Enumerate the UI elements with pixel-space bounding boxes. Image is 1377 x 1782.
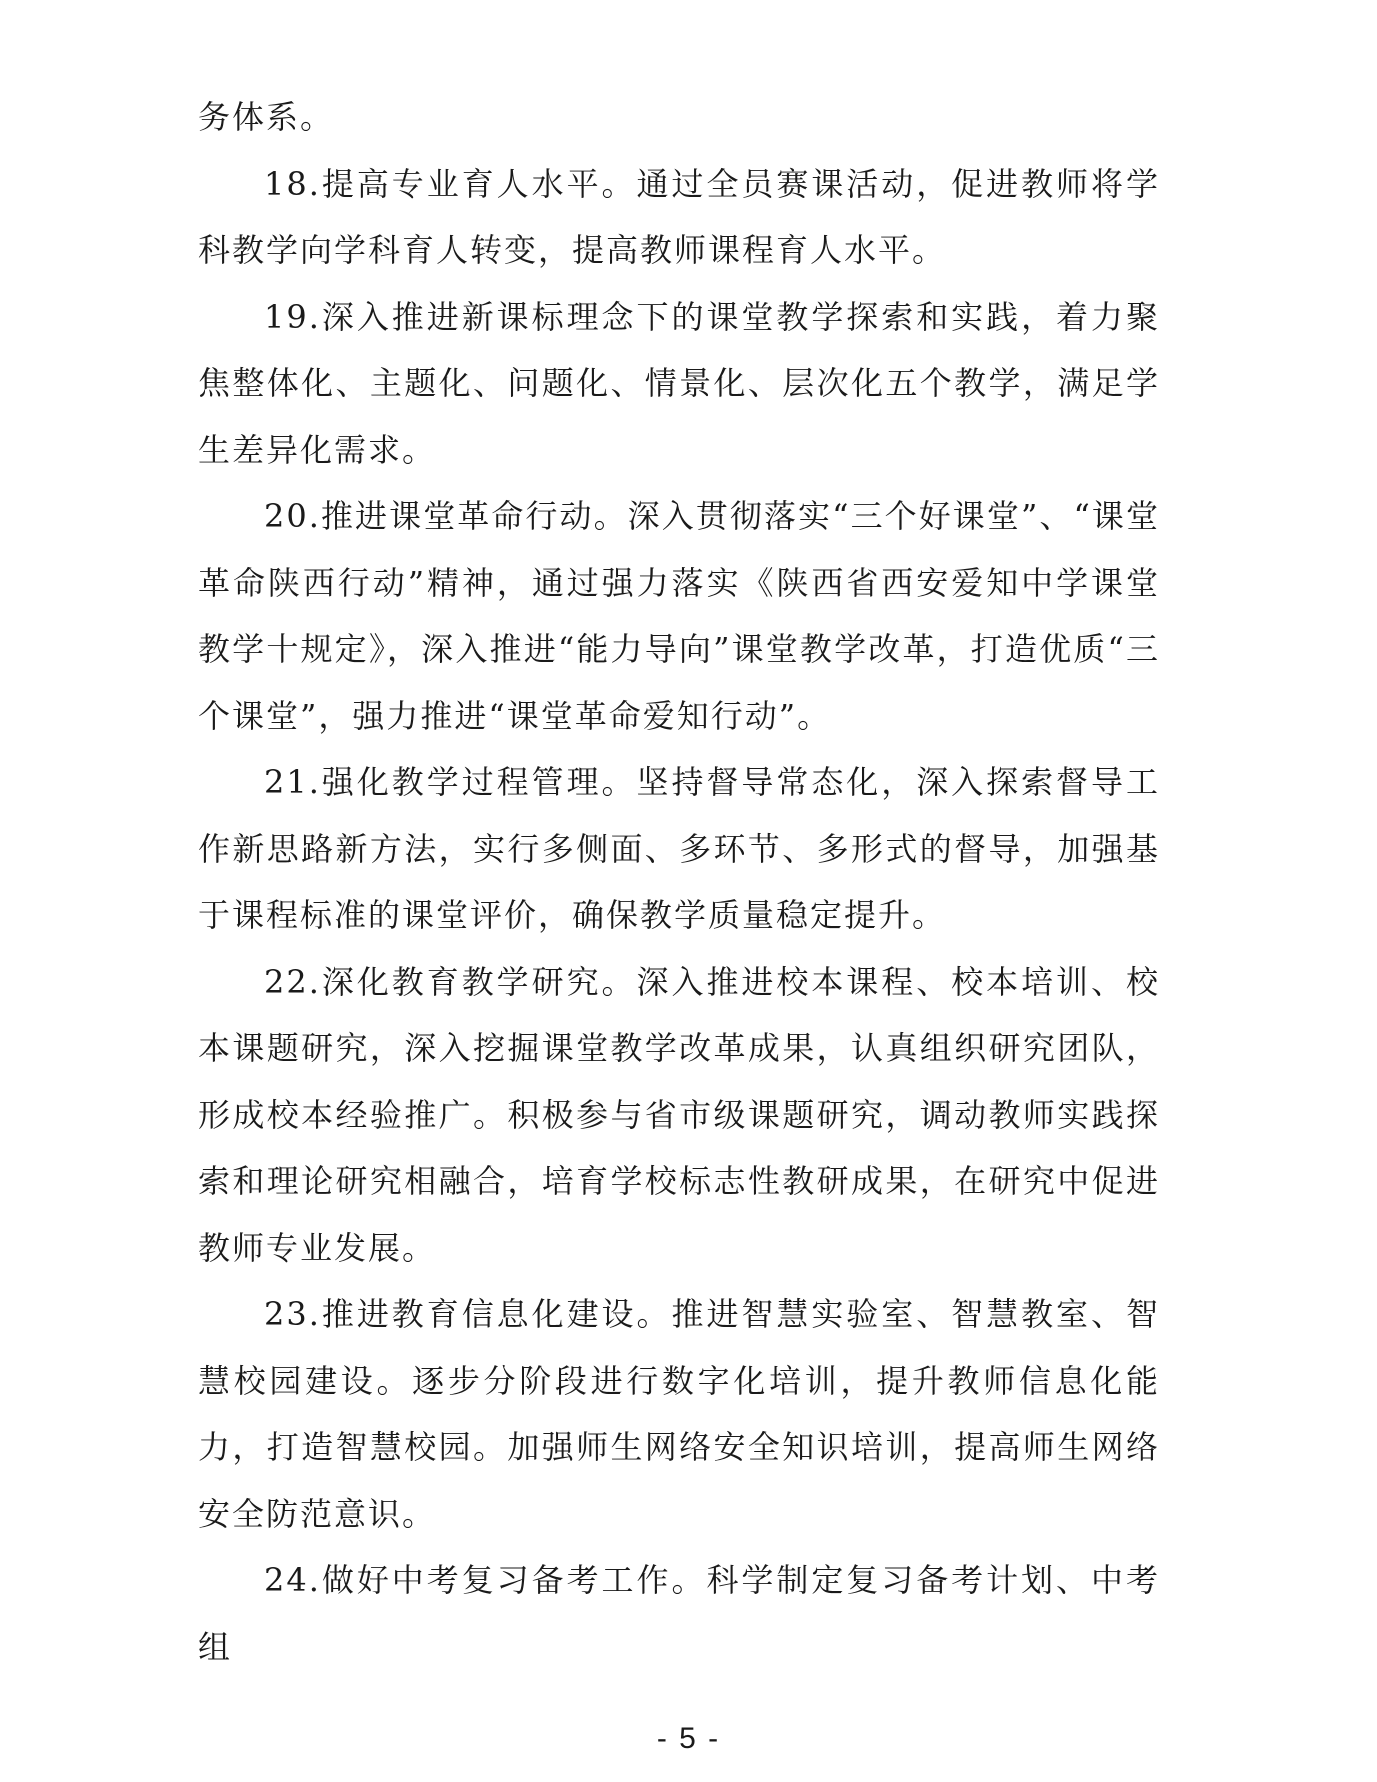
- paragraph-18: 18.提高专业育人水平。通过全员赛课活动，促进教师将学科教学向学科育人转变，提高教师课程育人水平。: [198, 164, 1160, 269]
- paragraph-continuation: 务体系。: [198, 98, 335, 136]
- document-body: [198, 84, 1160, 1680]
- paragraph-23: 23.推进教育信息化建设。推进智慧实验室、智慧教室、智慧校园建设。逐步分阶段进行数字化培训，提升教师信息化能力，打造智慧校园。加强师生网络安全知识培训，提高师生网络安全防范意识。: [198, 1295, 1160, 1533]
- paragraph-20: 20.推进课堂革命行动。深入贯彻落实“三个好课堂”、“课堂革命陕西行动”精神，通过强力落实《陕西省西安爱知中学课堂教学十规定》，深入推进“能力导向”课堂教学改革，打造优质“三个课堂”，强力推进“课堂革命爱知行动”。: [198, 497, 1160, 735]
- paragraph-24: 24.做好中考复习备考工作。科学制定复习备考计划、中考组: [198, 1561, 1160, 1666]
- paragraph-22: 22.深化教育教学研究。深入推进校本课程、校本培训、校本课题研究，深入挖掘课堂教学改革成果，认真组织研究团队，形成校本经验推广。积极参与省市级课题研究，调动教师实践探索和理论研究相融合，培育学校标志性教研成果，在研究中促进教师专业发展。: [198, 962, 1160, 1267]
- paragraph-19: 19.深入推进新课标理念下的课堂教学探索和实践，着力聚焦整体化、主题化、问题化、情景化、层次化五个教学，满足学生差异化需求。: [198, 297, 1160, 469]
- page-number: - 5 -: [656, 1722, 721, 1755]
- paragraph-21: 21.强化教学过程管理。坚持督导常态化，深入探索督导工作新思路新方法，实行多侧面、多环节、多形式的督导，加强基于课程标准的课堂评价，确保教学质量稳定提升。: [198, 763, 1160, 934]
